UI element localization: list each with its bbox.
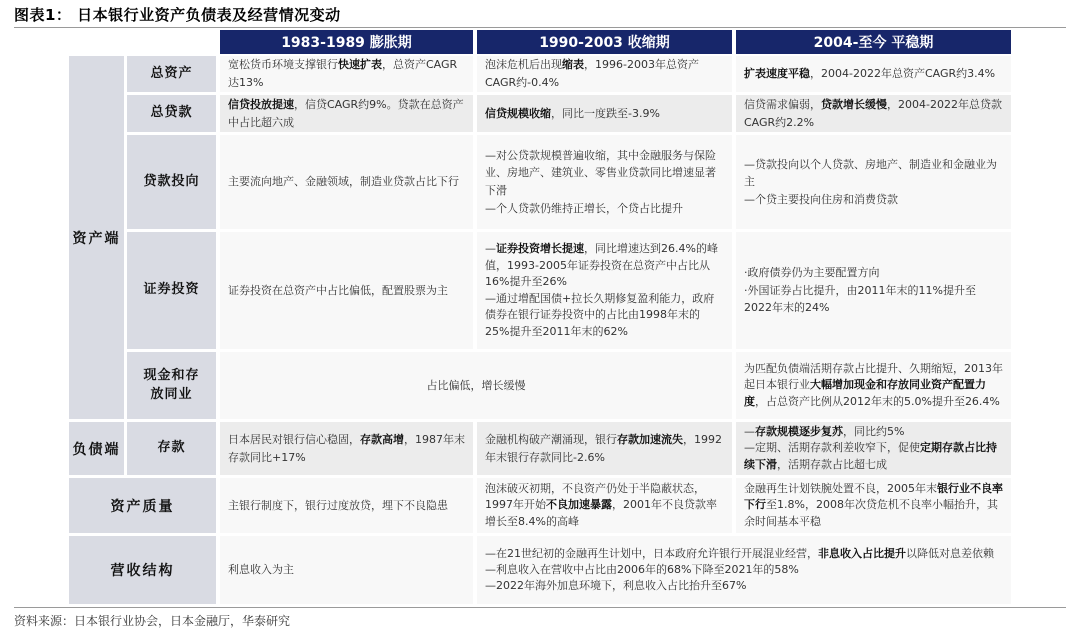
cell-total-loans-p1: 信贷投放提速，信贷CAGR约9%。贷款在总资产中占比超六成	[220, 95, 473, 132]
cell-revenue-structure-p2-p3: —在21世纪初的金融再生计划中，日本政府允许银行开展混业经营，非息收入占比提升以降低对息差依赖 —利息收入在营收中占比由2006年的68%下降至2021年的58% —2022年海外加息环境下，利息收入占比抬升至67%	[477, 536, 1011, 604]
cell-deposits-p3: —存款规模逐步复苏，同比约5% —定期、活期存款利差收窄下，促使定期存款占比持续下滑，活期存款占比超七成	[736, 422, 1011, 475]
cell-loan-direction-p2: —对公贷款规模普遍收缩，其中金融服务与保险业、房地产、建筑业、零售业贷款同比增速显著下滑 —个人贷款仍维持正增长，个贷占比提升	[477, 135, 732, 229]
cell-loan-direction-p1: 主要流向地产、金融领域，制造业贷款占比下行	[220, 135, 473, 229]
row-label-deposits: 存款	[127, 422, 216, 475]
category-liability-side: 负债端	[69, 422, 124, 475]
header-period-3: 2004-至今 平稳期	[736, 30, 1011, 54]
cell-cash-deposits-p3: 为匹配负债端活期存款占比提升、久期缩短，2013年起日本银行业大幅增加现金和存放同业资产配置力度，占总资产比例从2012年末的5.0%提升至26.4%	[736, 352, 1011, 419]
top-divider	[14, 27, 1066, 28]
cell-total-assets-p2: 泡沫危机后出现缩表，1996-2003年总资产CAGR约-0.4%	[477, 56, 732, 92]
figure-title: 图表1： 日本银行业资产负债表及经营情况变动	[14, 6, 341, 24]
cell-securities-p3: ·政府债券仍为主要配置方向 ·外国证券占比提升，由2011年末的11%提升至2022年末的24%	[736, 232, 1011, 349]
cell-cash-deposits-p1-p2: 占比偏低，增长缓慢	[220, 352, 732, 419]
row-label-cash-deposits: 现金和存放同业	[127, 352, 216, 419]
cell-revenue-structure-p1: 利息收入为主	[220, 536, 473, 604]
source-note: 资料来源：日本银行业协会，日本金融厅，华泰研究	[14, 614, 291, 628]
cell-total-assets-p1: 宽松货币环境支撑银行快速扩表，总资产CAGR达13%	[220, 56, 473, 92]
cell-asset-quality-p1: 主银行制度下，银行过度放贷，埋下不良隐患	[220, 478, 473, 533]
bottom-divider	[14, 607, 1066, 608]
cell-loan-direction-p3: —贷款投向以个人贷款、房地产、制造业和金融业为主 —个贷主要投向住房和消费贷款	[736, 135, 1011, 229]
cell-total-assets-p3: 扩表速度平稳，2004-2022年总资产CAGR约3.4%	[736, 56, 1011, 92]
category-asset-quality: 资产质量	[69, 478, 216, 533]
header-period-1: 1983-1989 膨胀期	[220, 30, 473, 54]
row-label-securities: 证券投资	[127, 232, 216, 349]
category-revenue-structure: 营收结构	[69, 536, 216, 604]
row-label-total-assets: 总资产	[127, 56, 216, 92]
cell-total-loans-p3: 信贷需求偏弱，贷款增长缓慢，2004-2022年总贷款CAGR约2.2%	[736, 95, 1011, 132]
cell-securities-p1: 证券投资在总资产中占比偏低，配置股票为主	[220, 232, 473, 349]
cell-total-loans-p2: 信贷规模收缩，同比一度跌至-3.9%	[477, 95, 732, 132]
cell-deposits-p2: 金融机构破产潮涌现，银行存款加速流失，1992年末银行存款同比-2.6%	[477, 422, 732, 475]
cell-asset-quality-p3: 金融再生计划铁腕处置不良，2005年末银行业不良率下行至1.8%，2008年次贷危机不良率小幅抬升，其余时间基本平稳	[736, 478, 1011, 533]
row-label-loan-direction: 贷款投向	[127, 135, 216, 229]
cell-securities-p2: —证券投资增长提速，同比增速达到26.4%的峰值，1993-2005年证券投资在总资产中占比从16%提升至26% —通过增配国债+拉长久期修复盈利能力，政府债券在银行证券投资中的占比由1998年末的25%提升至2011年末的62%	[477, 232, 732, 349]
category-asset-side: 资产端	[69, 56, 124, 419]
cell-deposits-p1: 日本居民对银行信心稳固，存款高增，1987年末存款同比+17%	[220, 422, 473, 475]
row-label-total-loans: 总贷款	[127, 95, 216, 132]
header-period-2: 1990-2003 收缩期	[477, 30, 732, 54]
cell-asset-quality-p2: 泡沫破灭初期，不良资产仍处于半隐蔽状态，1997年开始不良加速暴露，2001年不良贷款率增长至8.4%的高峰	[477, 478, 732, 533]
